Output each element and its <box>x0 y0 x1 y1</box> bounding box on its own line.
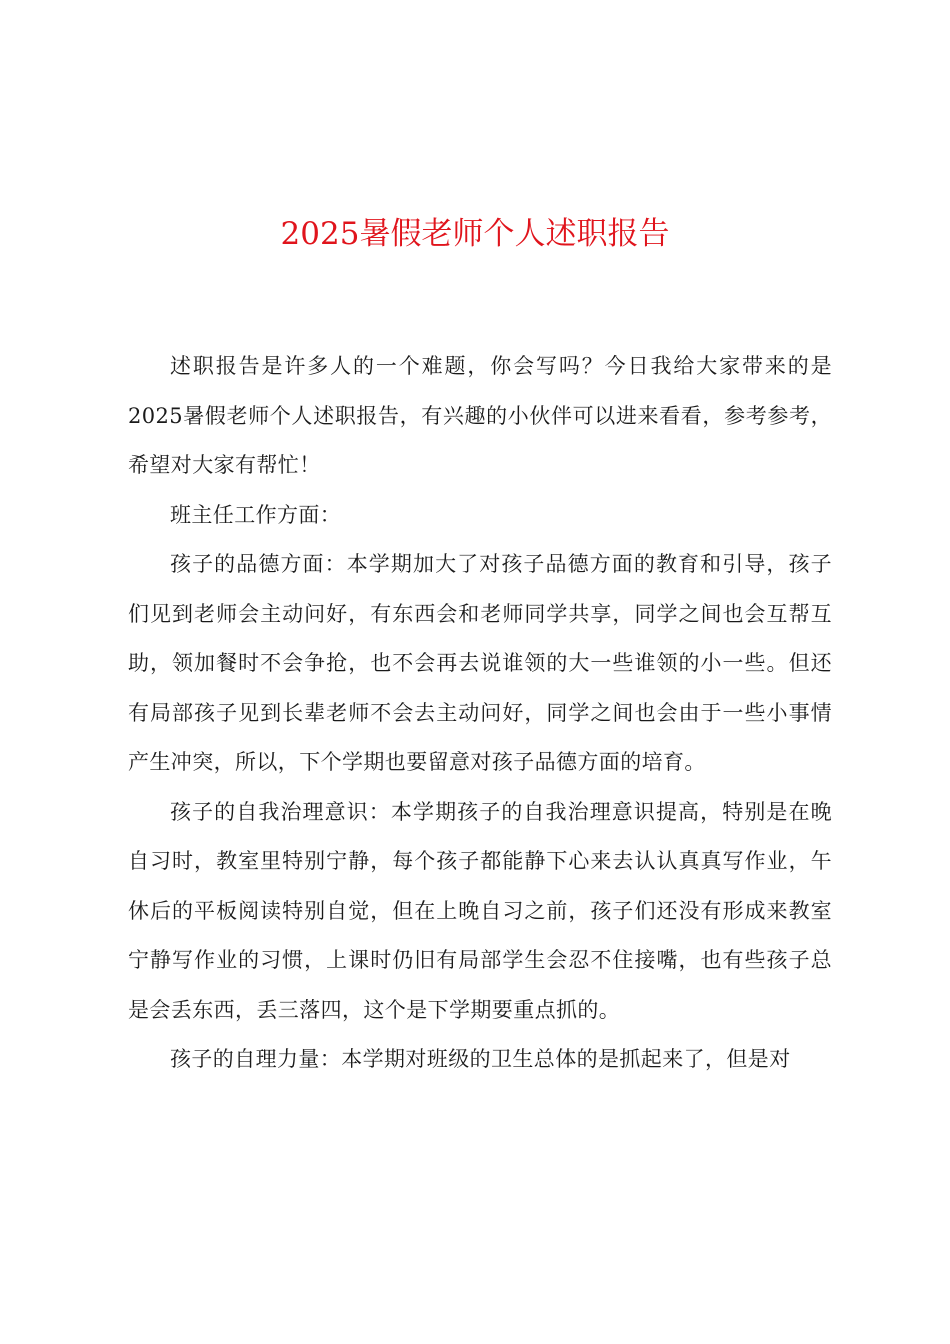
document-body <box>128 342 832 1085</box>
document-title: 2025暑假老师个人述职报告 <box>280 216 670 252</box>
paragraph-intro: 述职报告是许多人的一个难题，你会写吗？今日我给大家带来的是2025暑假老师个人述职报告，有兴趣的小伙伴可以进来看看，参考参考，希望对大家有帮忙！ <box>128 354 832 477</box>
paragraph-section-heading: 班主任工作方面： <box>170 502 342 527</box>
paragraph-self-care: 孩子的自理力量：本学期对班级的卫生总体的是抓起来了，但是对 <box>170 1047 791 1071</box>
paragraph-self-management: 孩子的自我治理意识：本学期孩子的自我治理意识提高，特别是在晚自习时，教室里特别宁静，每个孩子都能静下心来去认认真真写作业，午休后的平板阅读特别自觉，但在上晚自习之前，孩子们还没有形成来教室宁静写作业的习惯，上课时仍旧有局部学生会忍不住接嘴，也有些孩子总是会丢东西，丢三落四，这个是下学期要重点抓的。 <box>128 799 832 1022</box>
paragraph-moral-education: 孩子的品德方面：本学期加大了对孩子品德方面的教育和引导，孩子们见到老师会主动问好，有东西会和老师同学共享，同学之间也会互帮互助，领加餐时不会争抢，也不会再去说谁领的大一些谁领的小一些。但还有局部孩子见到长辈老师不会去主动问好，同学之间也会由于一些小事情产生冲突，所以，下个学期也要留意对孩子品德方面的培育。 <box>128 552 832 774</box>
